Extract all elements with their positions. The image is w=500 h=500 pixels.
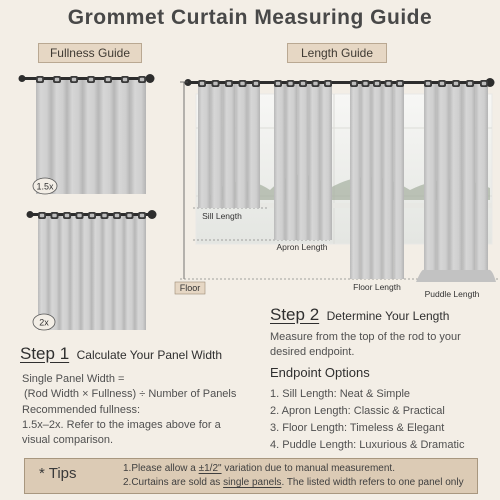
- curtain-illustration: [0, 62, 500, 332]
- grommet-icon: [225, 80, 233, 87]
- svg-text:Floor: Floor: [179, 283, 201, 293]
- grommet-icon: [101, 212, 109, 219]
- grommet-icon: [88, 212, 96, 219]
- puddle-length-label: Puddle Length: [424, 289, 480, 299]
- rec-line-2: 1.5x–2x. Refer to the images above for a: [22, 419, 221, 431]
- grommet-icon: [424, 80, 432, 87]
- grommet-icon: [350, 80, 358, 87]
- grommet-icon: [70, 76, 78, 83]
- tips-box: [24, 458, 478, 494]
- grommet-icon: [212, 80, 220, 87]
- endpoint-option: 1. Sill Length: Neat & Simple: [270, 388, 411, 400]
- sill-length-curtain: [198, 80, 260, 208]
- endpoint-options-list: [270, 386, 464, 454]
- grommet-icon: [373, 80, 381, 87]
- grommet-icon: [104, 76, 112, 83]
- grommet-icon: [312, 80, 320, 87]
- tips-label: * Tips: [39, 465, 77, 482]
- grommet-icon: [138, 76, 146, 83]
- step-1-heading: [20, 344, 222, 364]
- grommet-icon: [53, 76, 61, 83]
- step-1-title: Calculate Your Panel Width: [76, 348, 223, 362]
- sill-length-label: Sill Length: [202, 211, 242, 221]
- svg-text:1.5x: 1.5x: [36, 181, 54, 192]
- endpoint-option: 2. Apron Length: Classic & Practical: [270, 405, 445, 417]
- endpoint-option: 4. Puddle Length: Luxurious & Dramatic: [270, 439, 465, 451]
- floor-length-curtain: [350, 80, 404, 279]
- grommet-icon: [51, 212, 59, 219]
- tip-2: 2.Curtains are sold as single panels. The listed width refers to one panel only: [123, 477, 464, 488]
- grommet-icon: [438, 80, 446, 87]
- step-2-title: Determine Your Length: [326, 309, 450, 323]
- grommet-icon: [385, 80, 393, 87]
- page-title: Grommet Curtain Measuring Guide: [67, 6, 433, 29]
- step-2-heading: [270, 305, 449, 325]
- endpoint-options-title: Endpoint Options: [270, 365, 370, 380]
- fullness-1-5x-badge: [33, 178, 57, 194]
- grommet-icon: [252, 80, 260, 87]
- puddle-length-curtain: [416, 80, 496, 282]
- step-2-desc-line-2: desired endpoint.: [270, 346, 355, 358]
- grommet-icon: [126, 212, 134, 219]
- fullness-2x-badge: [33, 314, 55, 330]
- apron-length-curtain: [274, 80, 332, 240]
- tips-lines: [123, 462, 464, 490]
- formula-line-1: Single Panel Width =: [22, 373, 125, 385]
- grommet-icon: [87, 76, 95, 83]
- svg-text:2x: 2x: [39, 317, 49, 328]
- grommet-icon: [38, 212, 46, 219]
- recommended-fullness: [22, 403, 252, 448]
- formula-line-2: (Rod Width × Fullness) ÷ Number of Panels: [24, 388, 237, 400]
- grommet-icon: [239, 80, 247, 87]
- grommet-icon: [287, 80, 295, 87]
- grommet-icon: [362, 80, 370, 87]
- rec-line-3: visual comparison.: [22, 434, 114, 446]
- grommet-icon: [396, 80, 404, 87]
- fullness-1-5x-curtain: [19, 74, 155, 194]
- grommet-icon: [324, 80, 332, 87]
- fullness-2x-curtain: [27, 210, 157, 330]
- grommet-icon: [121, 76, 129, 83]
- grommet-icon: [36, 76, 44, 83]
- grommet-icon: [76, 212, 84, 219]
- grommet-icon: [452, 80, 460, 87]
- step-2-number: Step 2: [270, 305, 320, 324]
- grommet-icon: [63, 212, 71, 219]
- floor-label: [175, 282, 205, 294]
- apron-length-label: Apron Length: [276, 242, 328, 252]
- grommet-icon: [113, 212, 121, 219]
- tip-1: 1.Please allow a ±1/2" variation due to manual measurement.: [123, 463, 395, 474]
- grommet-icon: [466, 80, 474, 87]
- grommet-icon: [480, 80, 488, 87]
- panel-width-formula: [22, 372, 262, 402]
- fullness-guide-tag: Fullness Guide: [38, 43, 142, 63]
- step-2-description: [270, 330, 490, 360]
- rec-line-1: Recommended fullness:: [22, 404, 141, 416]
- grommet-icon: [138, 212, 146, 219]
- step-1-number: Step 1: [20, 344, 70, 363]
- grommet-icon: [274, 80, 282, 87]
- endpoint-option: 3. Floor Length: Timeless & Elegant: [270, 422, 445, 434]
- floor-length-label: Floor Length: [353, 282, 401, 292]
- grommet-icon: [198, 80, 206, 87]
- grommet-icon: [299, 80, 307, 87]
- length-guide-tag: Length Guide: [287, 43, 387, 63]
- step-2-desc-line-1: Measure from the top of the rod to your: [270, 331, 461, 343]
